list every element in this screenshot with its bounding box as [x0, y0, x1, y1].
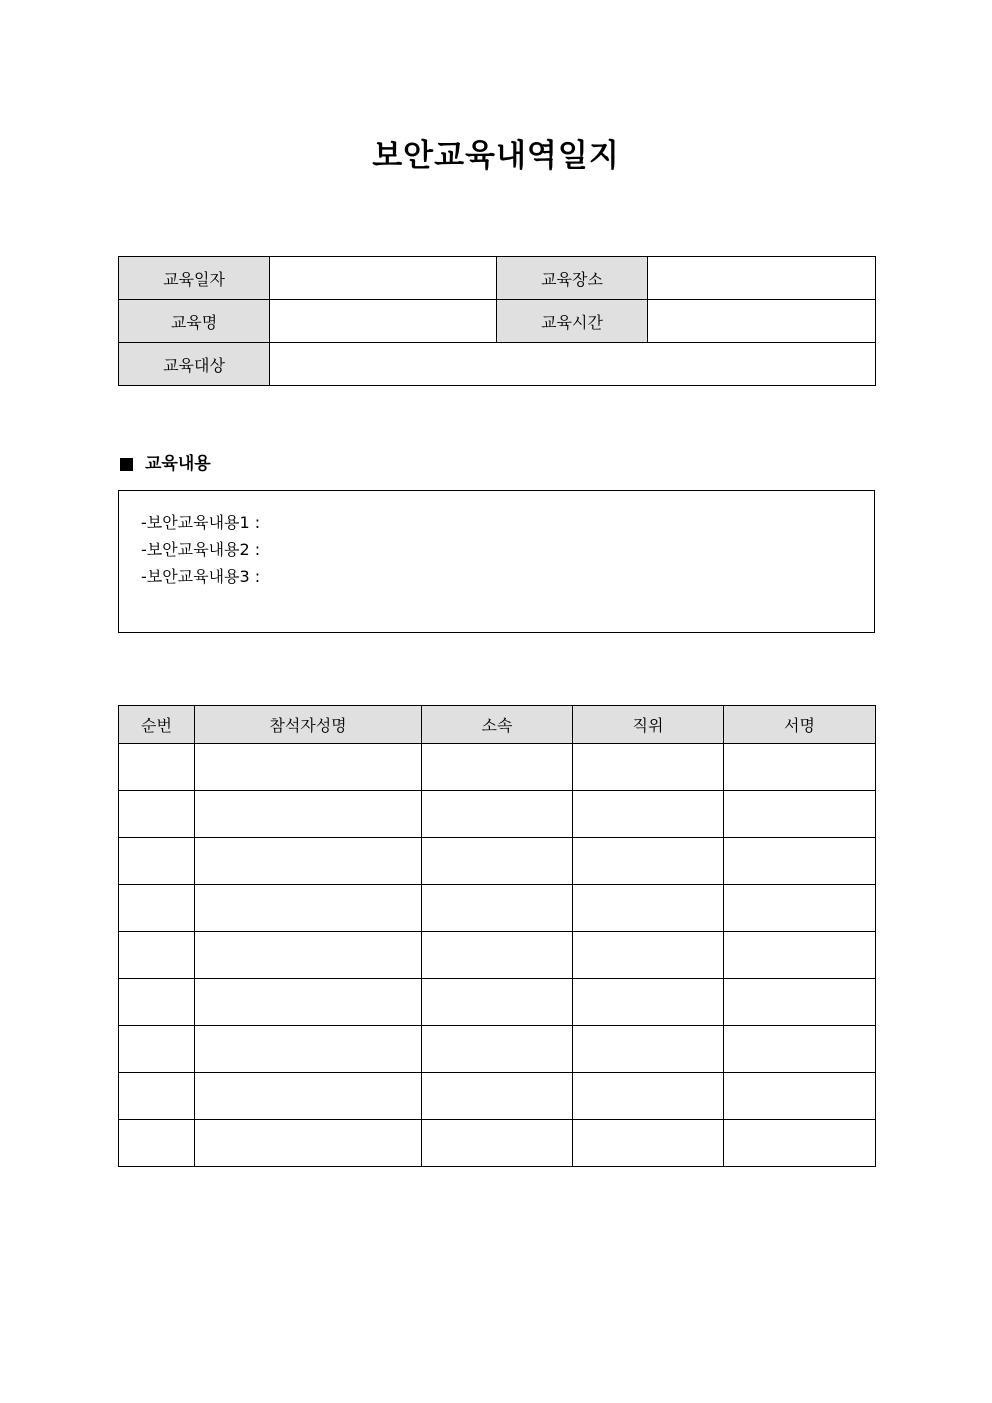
affiliation-cell[interactable]: [422, 791, 573, 838]
attendee-name-cell[interactable]: [195, 744, 422, 791]
course-name-label: 교육명: [119, 300, 270, 343]
attendee-name-cell[interactable]: [195, 1026, 422, 1073]
affiliation-cell[interactable]: [422, 979, 573, 1026]
table-row: [119, 1026, 876, 1073]
header-signature: 서명: [724, 706, 876, 744]
info-row-date-place: [119, 257, 876, 300]
place-field[interactable]: [648, 257, 876, 300]
content-box[interactable]: [118, 490, 875, 633]
affiliation-cell[interactable]: [422, 838, 573, 885]
content-heading-label: 교육내용: [145, 454, 211, 474]
number-cell[interactable]: [119, 1026, 195, 1073]
position-cell[interactable]: [573, 838, 724, 885]
signature-cell[interactable]: [724, 791, 876, 838]
header-position: 직위: [573, 706, 724, 744]
position-cell[interactable]: [573, 932, 724, 979]
attendee-name-cell[interactable]: [195, 791, 422, 838]
course-name-field[interactable]: [270, 300, 497, 343]
signature-cell[interactable]: [724, 932, 876, 979]
content-section-heading: [118, 452, 211, 476]
affiliation-cell[interactable]: [422, 885, 573, 932]
content-line-2: -보안교육내용2 :: [141, 540, 261, 559]
education-info-table: [118, 256, 876, 386]
target-label: 교육대상: [119, 343, 270, 386]
time-field[interactable]: [648, 300, 876, 343]
position-cell[interactable]: [573, 979, 724, 1026]
date-field[interactable]: [270, 257, 497, 300]
number-cell[interactable]: [119, 791, 195, 838]
signature-cell[interactable]: [724, 979, 876, 1026]
header-affiliation: 소속: [422, 706, 573, 744]
date-label: 교육일자: [119, 257, 270, 300]
number-cell[interactable]: [119, 744, 195, 791]
content-line-1: -보안교육내용1 :: [141, 513, 261, 532]
page-title: 보안교육내역일지: [372, 138, 620, 174]
number-cell[interactable]: [119, 932, 195, 979]
number-cell[interactable]: [119, 838, 195, 885]
time-label: 교육시간: [497, 300, 648, 343]
info-row-name-time: [119, 300, 876, 343]
position-cell[interactable]: [573, 1073, 724, 1120]
affiliation-cell[interactable]: [422, 1026, 573, 1073]
attendee-name-cell[interactable]: [195, 932, 422, 979]
attendee-name-cell[interactable]: [195, 979, 422, 1026]
attendee-name-cell[interactable]: [195, 1073, 422, 1120]
position-cell[interactable]: [573, 791, 724, 838]
number-cell[interactable]: [119, 885, 195, 932]
target-field[interactable]: [270, 343, 876, 386]
position-cell[interactable]: [573, 1120, 724, 1167]
number-cell[interactable]: [119, 1073, 195, 1120]
position-cell[interactable]: [573, 885, 724, 932]
attendance-table: [118, 705, 876, 1167]
table-row: [119, 885, 876, 932]
signature-cell[interactable]: [724, 744, 876, 791]
signature-cell[interactable]: [724, 1026, 876, 1073]
number-cell[interactable]: [119, 1120, 195, 1167]
signature-cell[interactable]: [724, 885, 876, 932]
attendee-name-cell[interactable]: [195, 838, 422, 885]
table-row: [119, 979, 876, 1026]
place-label: 교육장소: [497, 257, 648, 300]
table-row: [119, 932, 876, 979]
header-number: 순번: [119, 706, 195, 744]
position-cell[interactable]: [573, 1026, 724, 1073]
number-cell[interactable]: [119, 979, 195, 1026]
content-line-3: -보안교육내용3 :: [141, 567, 261, 586]
position-cell[interactable]: [573, 744, 724, 791]
table-row: [119, 838, 876, 885]
attendee-name-cell[interactable]: [195, 1120, 422, 1167]
info-row-target: [119, 343, 876, 386]
affiliation-cell[interactable]: [422, 744, 573, 791]
signature-cell[interactable]: [724, 838, 876, 885]
signature-cell[interactable]: [724, 1120, 876, 1167]
signature-cell[interactable]: [724, 1073, 876, 1120]
attendance-header-row: [119, 706, 876, 744]
table-row: [119, 1120, 876, 1167]
affiliation-cell[interactable]: [422, 932, 573, 979]
square-bullet-icon: [120, 458, 133, 471]
table-row: [119, 1073, 876, 1120]
table-row: [119, 744, 876, 791]
table-row: [119, 791, 876, 838]
attendee-name-cell[interactable]: [195, 885, 422, 932]
affiliation-cell[interactable]: [422, 1073, 573, 1120]
header-attendee-name: 참석자성명: [195, 706, 422, 744]
affiliation-cell[interactable]: [422, 1120, 573, 1167]
